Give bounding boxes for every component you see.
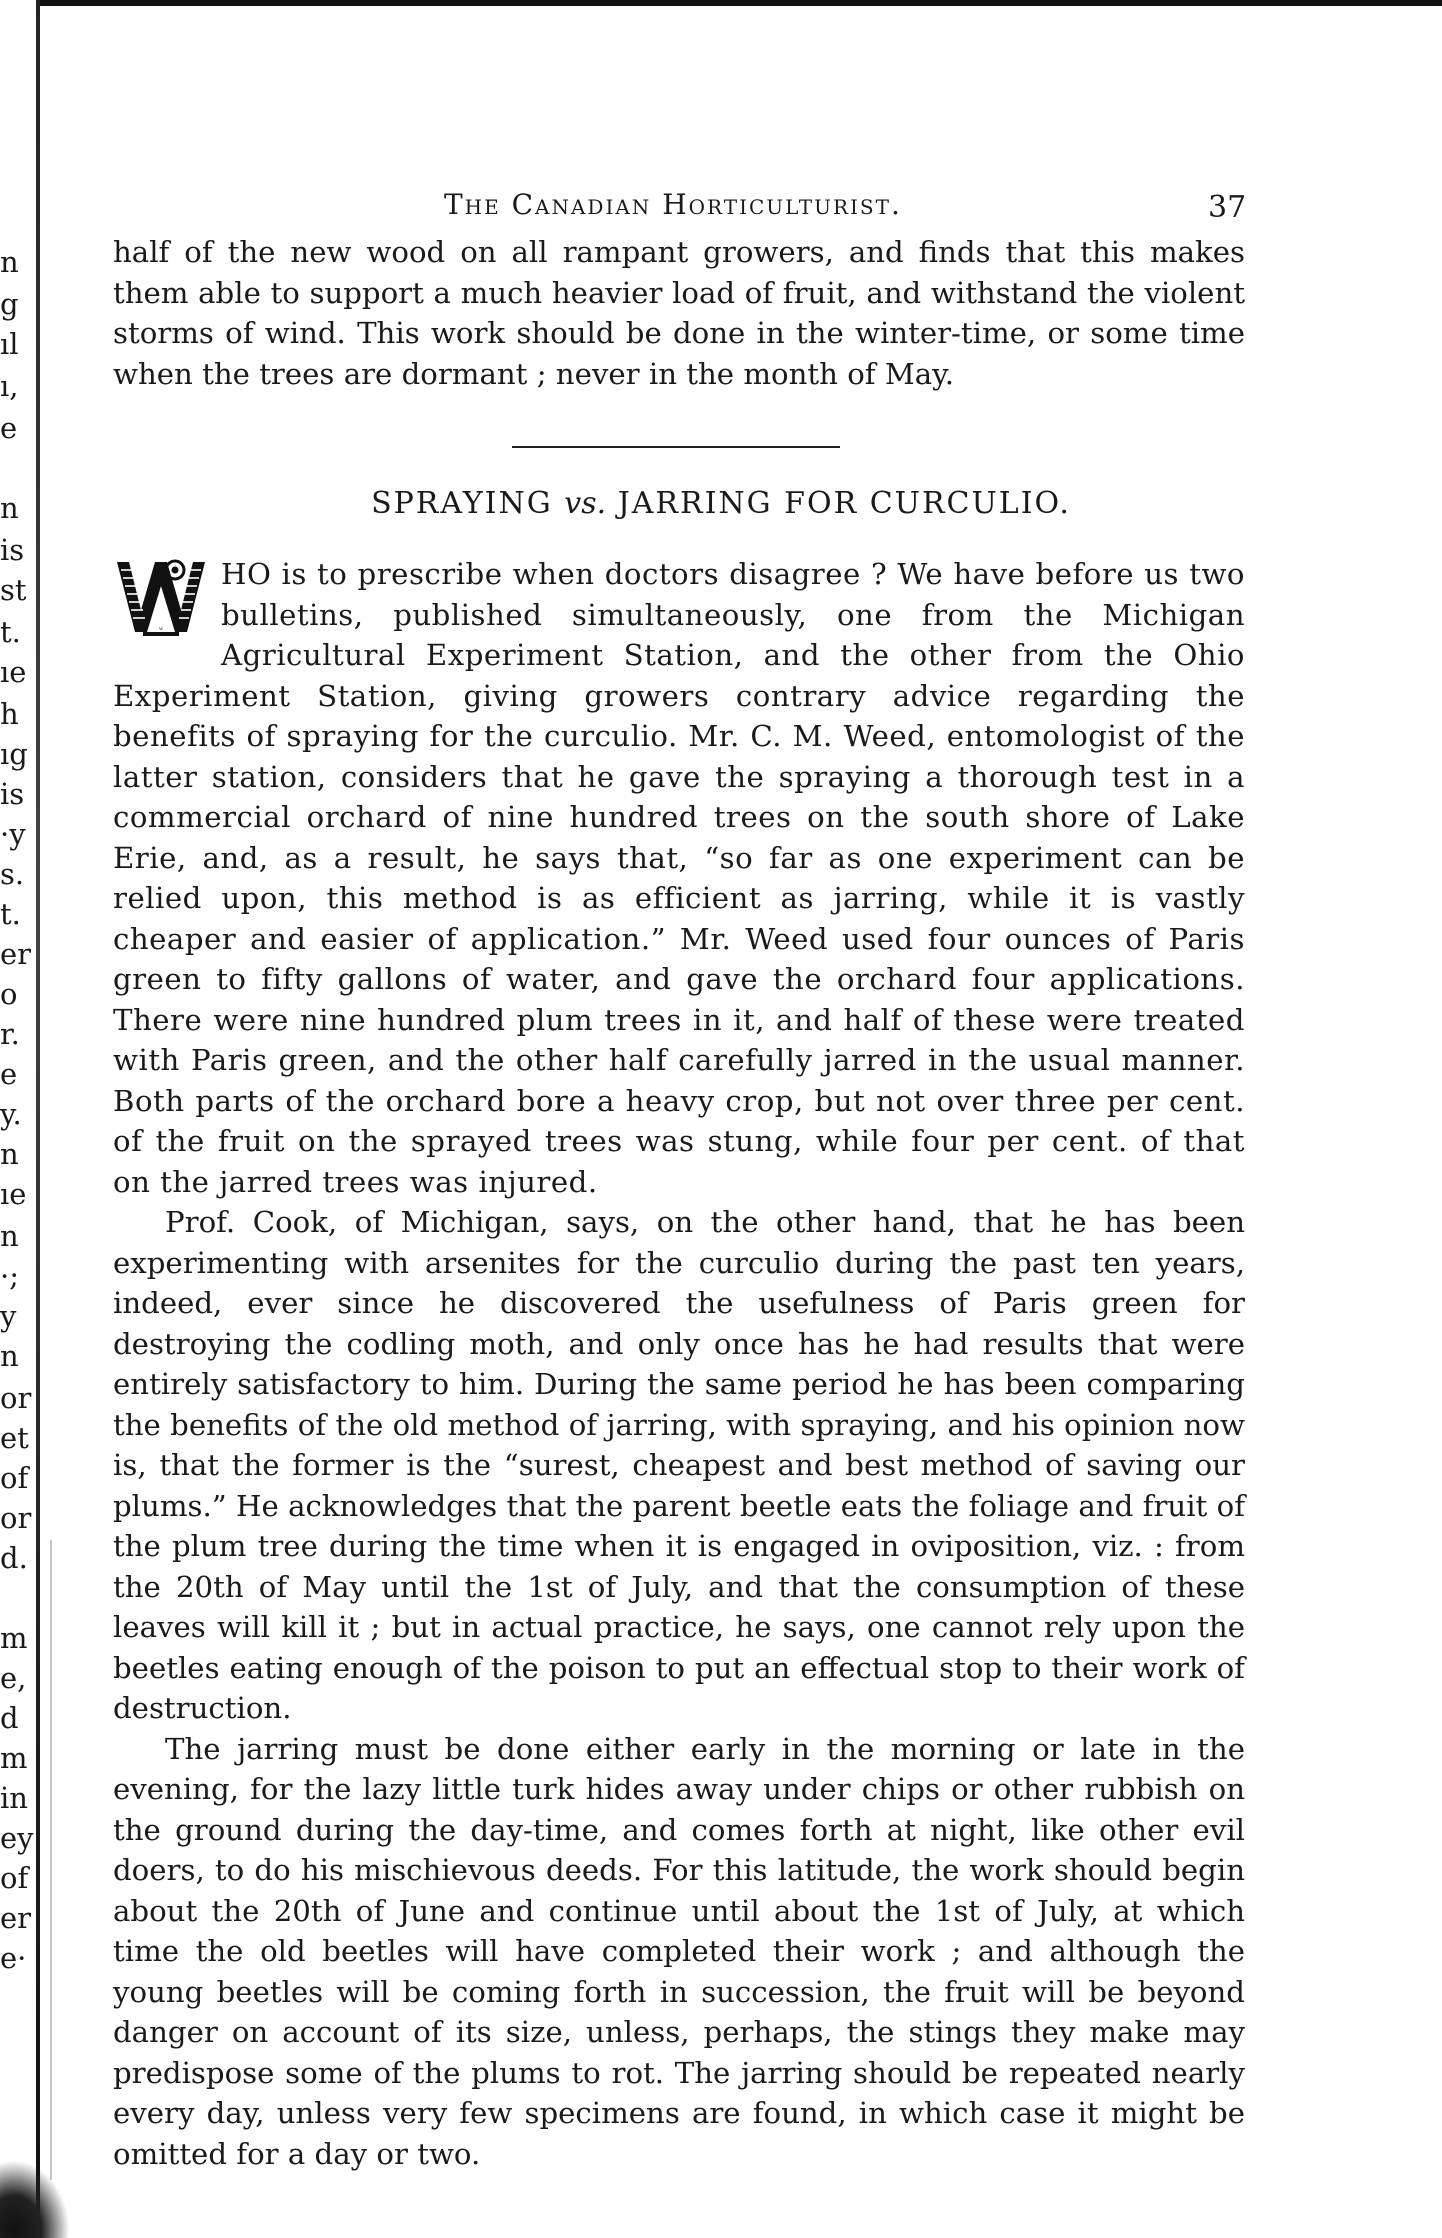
margin-fragment: n — [0, 1219, 19, 1253]
margin-fragment: is — [0, 777, 25, 811]
margin-fragment: er — [0, 1901, 32, 1935]
margin-fragment: m — [0, 1621, 28, 1655]
section-title-vs: vs. — [564, 486, 607, 521]
top-edge-rule — [40, 0, 1442, 6]
dropcap-ornament-icon — [113, 556, 209, 638]
running-head: The Canadian Horticulturist. — [444, 188, 902, 221]
margin-fragment: ı, — [0, 369, 19, 403]
intro-paragraph: half of the new wood on all rampant growers, and finds that this makes them able to support a much heavier load of fruit, and withstand the violent storms of wind. This work should be done in the winter-time, or some time when the trees are dormant ; never in the month of May. — [113, 235, 1245, 391]
margin-fragment: d — [0, 1701, 19, 1735]
margin-fragment: ·; — [0, 1259, 19, 1293]
dropcap-ornament — [113, 556, 209, 638]
margin-fragment: st — [0, 573, 27, 607]
margin-fragment: h — [0, 697, 19, 731]
article-paragraph-1-text: HO is to prescribe when doctors disagree ? We have before us two bulletins, published simultaneously, one from the Michigan Agricultural Experiment Station, and the other from the Ohio Experiment Station, giving growers contrary advice regarding the benefits of spraying for the curculio. Mr. C. M. Weed, entomologist of the latter station, considers that he gave the spraying a thorough test in a commercial orchard of nine hundred trees on the south shore of Lake Erie, and, as a result, he says that, “so far as one experiment can be relied upon, this method is as efficient as jarring, while it is vastly cheaper and easier of application.” Mr. Weed used four ounces of Paris green to fifty gallons of water, and gave the orchard four applications. There were nine hundred plum trees in it, and half of these were treated with Paris green, and the other half carefully jarred in the usual manner. Both parts of the orchard bore a heavy crop, but not over three per cent. of the fruit on the sprayed trees was stung, while four per cent. of that on the jarred trees was injured. — [113, 557, 1245, 1199]
margin-fragment: ıe — [0, 655, 27, 689]
margin-fragment: g — [0, 287, 19, 321]
margin-fragment: d. — [0, 1541, 28, 1575]
margin-fragment: or — [0, 1381, 32, 1415]
margin-fragment: t. — [0, 897, 21, 931]
margin-fragment: n — [0, 245, 19, 279]
intro-text-block — [113, 232, 1245, 394]
dropcap-letter: W — [158, 626, 164, 631]
margin-fragment: or — [0, 1501, 32, 1535]
margin-fragment: e, — [0, 1661, 27, 1695]
section-divider-rule — [512, 446, 840, 448]
margin-fragment: y. — [0, 1097, 22, 1131]
margin-fragment: e — [0, 411, 18, 445]
margin-fragment: er — [0, 937, 32, 971]
margin-fragment: n — [0, 1137, 19, 1171]
margin-fragment: ·y — [0, 817, 26, 851]
margin-fragment: in — [0, 1781, 28, 1815]
margin-fragment: e· — [0, 1941, 27, 1975]
margin-fragment: r. — [0, 1017, 20, 1051]
article-paragraph-2: Prof. Cook, of Michigan, says, on the other hand, that he has been experimenting with arsenites for the curculio during the past ten years, indeed, ever since he discovered the usefulness of Paris green for destroying the codling moth, and only once has he had results that were entirely satisfactory to him. During the same period he has been comparing the benefits of the old method of jarring, with spraying, and his opinion now is, that the former is the “surest, cheapest and best method of saving our plums.” He acknowledges that the parent beetle eats the foliage and fruit of the plum tree during the time when it is engaged in oviposition, viz. : from the 20th of May until the 1st of July, and that the consumption of these leaves will kill it ; but in actual practice, he says, one cannot rely upon the beetles eating enough of the poison to put an effectual stop to their work of destruction. — [113, 1205, 1245, 1725]
margin-fragment: e — [0, 1057, 18, 1091]
margin-fragment: of — [0, 1861, 29, 1895]
margin-fragment: ıe — [0, 1177, 27, 1211]
margin-fragment: o — [0, 977, 18, 1011]
margin-fragment: ıl — [0, 327, 19, 361]
article-paragraph-3: The jarring must be done either early in the morning or late in the evening, for the lazy little turk hides away under chips or other rubbish on the ground during the day-time, and comes forth at night, like other evil doers, to do his mischievous deeds. For this latitude, the work should begin about the 20th of June and continue until about the 1st of July, at which time the old beetles will have completed their work ; and although the young beetles will be coming forth in succession, the fruit will be beyond danger on account of its size, unless, perhaps, the stings they make may predispose some of the plums to rot. The jarring should be repeated nearly every day, unless very few specimens are found, in which case it might be omitted for a day or two. — [113, 1731, 1245, 2171]
page-spine-faint-line — [50, 1540, 52, 2180]
margin-fragment: of — [0, 1461, 29, 1495]
margin-fragment: ey — [0, 1821, 34, 1855]
margin-fragment: is — [0, 533, 25, 567]
section-title-part2: JARRING FOR CURCULIO. — [617, 486, 1071, 521]
article-body — [113, 554, 1245, 2174]
margin-fragment: n — [0, 1339, 19, 1373]
margin-fragment: s. — [0, 857, 25, 891]
article-paragraph-1 — [113, 554, 1245, 1202]
page-number: 37 — [1208, 190, 1247, 225]
margin-fragment: t. — [0, 615, 21, 649]
section-title — [0, 486, 1442, 525]
margin-fragment: y — [0, 1299, 17, 1333]
margin-fragment: ıg — [0, 737, 28, 771]
section-title-part1: SPRAYING — [371, 486, 553, 521]
left-margin-fragments — [0, 0, 40, 2238]
margin-fragment: et — [0, 1421, 29, 1455]
margin-fragment: n — [0, 491, 19, 525]
margin-fragment: m — [0, 1741, 28, 1775]
